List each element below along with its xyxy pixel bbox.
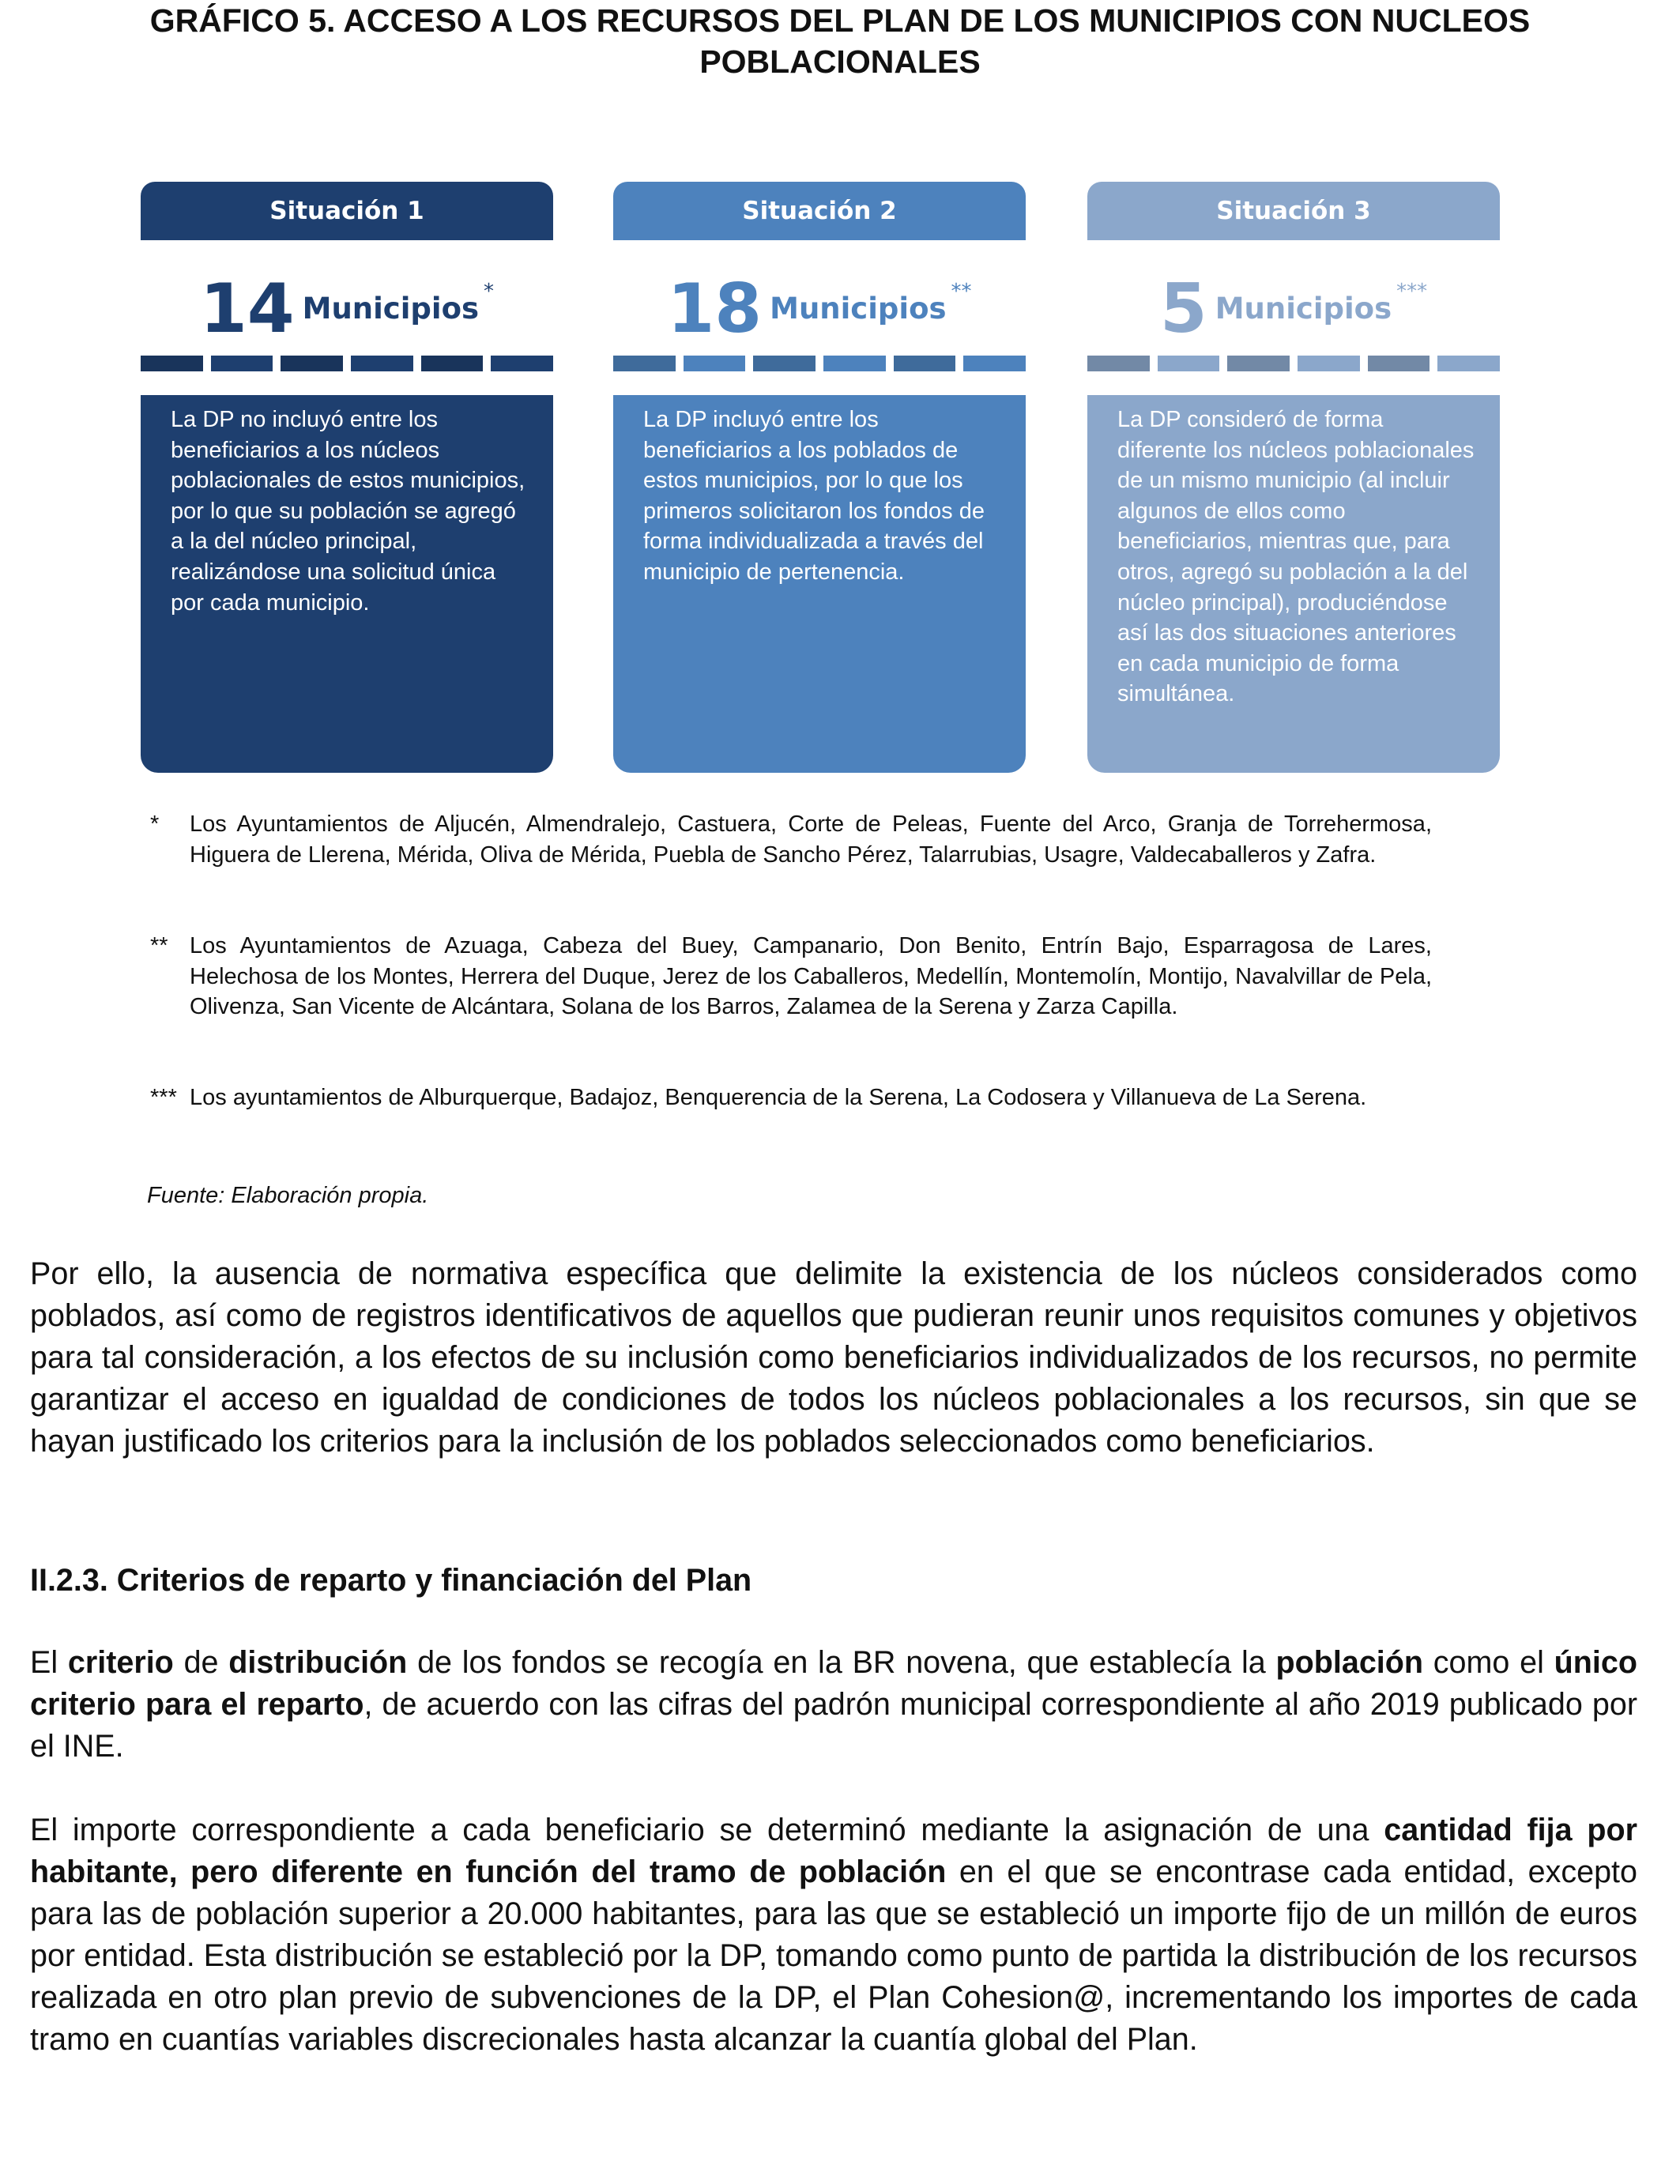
situation-1-count: 14 [199,269,295,348]
situation-card-3 [1087,182,1500,773]
footnote-2-text: Los Ayuntamientos de Azuaga, Cabeza del Buey, Campanario, Don Benito, Entrín Bajo, Esparragosa de Lares, Helechosa de los Montes, Herrera del Duque, Jerez de los Caballeros, Medellín, Montemolín, Montijo, Navalvillar de Pela, Olivenza, San Vicente de Alcántara, Solana de los Barros, Zalamea de la Serena y Zarza Capilla. [190,933,1432,1019]
situation-2-unit: Municipios [770,291,947,326]
footnote-3-marker: *** [150,1085,177,1110]
situation-3-description: La DP consideró de forma diferente los núcleos poblacionales de un mismo municipio (al incluir algunos de ellos como beneficiarios, mientras que, para otros, agregó su población a la del núcleo principal), produciéndose así las dos situaciones anteriores en cada municipio de forma simultánea. [1087,395,1500,773]
situation-3-unit: Municipios [1215,291,1392,326]
situation-2-count: 18 [667,269,763,348]
situation-2-header: Situación 2 [613,182,1026,240]
situation-1-description: La DP no incluyó entre los beneficiarios a los núcleos poblacionales de estos municipios, por lo que su población se agregó a la del núcleo principal, realizándose una solicitud única por cada municipio. [141,395,553,773]
situation-2-divider [613,356,1026,371]
paragraph-3: El importe correspondiente a cada beneficiario se determinó mediante la asignación de una cantidad fija por habitante, pero diferente en función del tramo de población en el que se encontrase cada entidad, excepto para las de población superior a 20.000 habitantes, para las que se estableció un importe fijo de un millón de euros por entidad. Esta distribución se estableció por la DP, tomando como punto de partida la distribución de los recursos realizada en otro plan previo de subvenciones de la DP, el Plan Cohesion@, incrementando los importes de cada tramo en cuantías variables discrecionales hasta alcanzar la cuantía global del Plan. [30,1813,1637,2057]
footnote-1 [150,809,1432,870]
situations-infographic [141,182,1500,773]
section-heading: II.2.3. Criterios de reparto y financiación del Plan [30,1563,752,1598]
paragraph-2: El criterio de distribución de los fondos se recogía en la BR novena, que establecía la población como el único criterio para el reparto, de acuerdo con las cifras del padrón municipal correspondiente al año 2019 publicado por el INE. [30,1645,1637,1764]
footnote-1-text: Los Ayuntamientos de Aljucén, Almendralejo, Castuera, Corte de Peleas, Fuente del Arco, Granja de Torrehermosa, Higuera de Llerena, Mérida, Oliva de Mérida, Puebla de Sancho Pérez, Talarrubias, Usagre, Valdecaballeros y Zafra. [190,811,1432,868]
footnote-3 [150,1083,1432,1113]
footnote-3-text: Los ayuntamientos de Alburquerque, Badajoz, Benquerencia de la Serena, La Codosera y Villanueva de La Serena. [190,1085,1367,1110]
situation-1-divider [141,356,553,371]
situation-1-unit: Municipios [302,291,480,326]
situation-2-description: La DP incluyó entre los beneficiarios a los poblados de estos municipios, por lo que los primeros solicitaron los fondos de forma individualizada a través del municipio de pertenencia. [613,395,1026,773]
situation-2-marker: ** [951,280,972,303]
situation-card-1 [141,182,553,773]
figure-title: GRÁFICO 5. ACCESO A LOS RECURSOS DEL PLAN DE LOS MUNICIPIOS CON NUCLEOS POBLACIONALES [149,2,1531,80]
situation-1-count-row [141,240,553,348]
situation-1-marker: * [484,280,495,303]
situation-3-divider [1087,356,1500,371]
situation-1-header: Situación 1 [141,182,553,240]
source-note: Fuente: Elaboración propia. [147,1183,429,1208]
situation-3-count: 5 [1159,269,1207,348]
footnote-2 [150,931,1432,1022]
situation-3-header: Situación 3 [1087,182,1500,240]
situation-card-2 [613,182,1026,773]
situation-2-count-row [613,240,1026,348]
situation-3-marker: *** [1396,280,1428,303]
footnote-2-marker: ** [150,933,168,958]
paragraph-1: Por ello, la ausencia de normativa específica que delimite la existencia de los núcleos considerados como poblados, así como de registros identificativos de aquellos que pudieran reunir unos requisitos comunes y objetivos para tal consideración, a los efectos de su inclusión como beneficiarios individualizados de los recursos, no permite garantizar el acceso en igualdad de condiciones de todos los núcleos poblacionales a los recursos, sin que se hayan justificado los criterios para la inclusión de los poblados seleccionados como beneficiarios. [30,1256,1637,1459]
situation-3-count-row [1087,240,1500,348]
footnote-1-marker: * [150,811,160,837]
